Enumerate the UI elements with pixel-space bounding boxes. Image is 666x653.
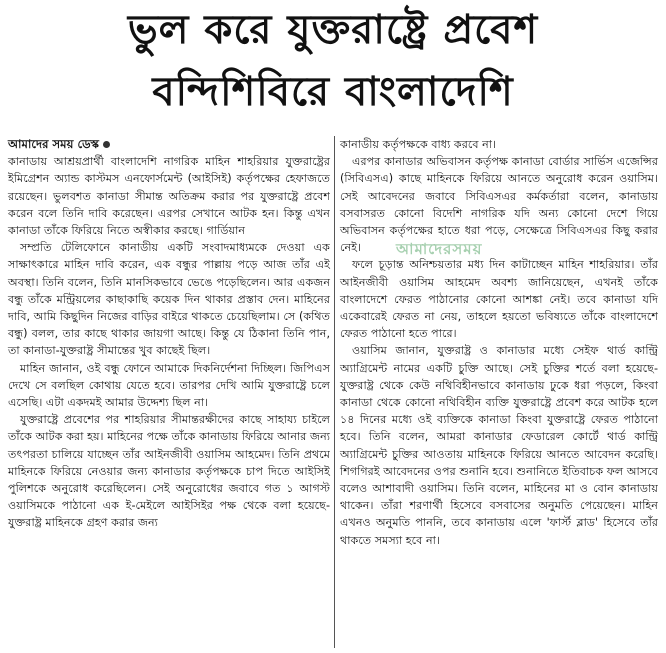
byline (8, 136, 330, 153)
paragraph: ওয়াসিম জানান, যুক্তরাষ্ট্র ও কানাডার মধ্যে সেইফ থার্ড কান্ট্রি অ্যাগ্রিমেন্ট নামের একটি চুক্তি আছে। সেই চুক্তির শর্তে বলা হয়েছে- যুক্তরাষ্ট্র থেকে কেউ নথিবিহীনভাবে কানাডায় ঢুকে ধরা পড়লে, কিংবা কানাডা থেকে কোনো নথিবিহীন ব্যক্তি যুক্তরাষ্ট্রে প্রবেশ করে আটক হলে ১৪ দিনের মধ্যে ওই ব্যক্তিকে কানাডা কিংবা যুক্তরাষ্ট্রে ফেরত পাঠানো হবে। তিনি বলেন, আমরা কানাডার ফেডারেল কোর্টে থার্ড কান্ট্রি অ্যাগ্রিমেন্ট চুক্তির আওতায় মাহিনকে ফিরিয়ে আনতে আবেদন করেছি। শিগগিরই আবেদনের ওপর শুনানি হবে। শুনানিতে ইতিবাচক ফল আসবে বলেও আশাবাদী ওয়াসিম। তিনি বলেন, মাহিনের মা ও বোন কানাডায় থাকেন। তাঁরা শরণার্থী হিসেবে বসবাসের অনুমতি পেয়েছেন। মাহিন এখনও অনুমতি পাননি, তবে কানাডায় এলে 'ফার্স্ট ব্লাড' হিসেবে তাঁর থাকতে সমস্যা হবে না। (340, 344, 658, 547)
paragraph: সম্প্রতি টেলিফোনে কানাডীয় একটি সংবাদমাধ্যমকে দেওয়া এক সাক্ষাৎকারে মাহিন দাবি করেন, এক বন্ধুর পাল্লায় পড়ে আজ তাঁর এই অবস্থা। তিনি বলেন, তিনি মানসিকভাবে ভেঙে পড়েছিলেন। আর একজন বন্ধু তাঁকে মন্ট্রিয়লের কাছাকাছি কয়েক দিন থাকার প্রস্তাব দেন। মাহিনের দাবি, আমি কিছুদিন নিজের বাড়ির বাইরে থাকতে চেয়েছিলাম। সে (কথিত বন্ধু) বলল, তার কাছে থাকার জায়গা আছে। কিন্তু যে ঠিকানা তিনি পান, তা কানাডা-যুক্তরাষ্ট্র সীমান্তের খুব কাছেই ছিল। (8, 241, 330, 358)
bullet-icon (103, 141, 110, 148)
watermark-logo: আমাদেরসময় (396, 240, 483, 258)
headline-line-2: বন্দিশিবিরে বাংলাদেশি (152, 69, 514, 115)
article-column-right (340, 136, 658, 549)
paragraph: এরপর কানাডার অভিবাসন কর্তৃপক্ষ কানাডা বোর্ডার সার্ভিস এজেন্সির (সিবিএসএ) কাছে মাহিনকে ফিরিয়ে আনতে অনুরোধ করেন ওয়াসিম। সেই আবেদনের জবাবে সিবিএসএর কর্মকর্তারা বলেন, কানাডায় বসবাসরত কোনো বিদেশি নাগরিক যদি অন্য কোনো দেশে গিয়ে অভিবাসন কর্তৃপক্ষের হাতে ধরা পড়ে, সেক্ষেত্রে সিবিএসএর কিছু করার নেই। (340, 155, 658, 255)
paragraph: যুক্তরাষ্ট্রে প্রবেশের পর শাহরিয়ার সীমান্তরক্ষীদের কাছে সাহায্য চাইলে তাঁকে আটক করা হয়। মাহিনের পক্ষে তাঁকে কানাডায় ফিরিয়ে আনার জন্য তৎপরতা চালিয়ে যাচ্ছেন তাঁর আইনজীবী ওয়াসিম আহমেদ। তিনি প্রথমে মাহিনকে ফিরিয়ে নেওয়ার জন্য কানাডার কর্তৃপক্ষকে চাপ দিতে আইসিই পুলিশকে অনুরোধ করেছিলেন। সেই অনুরোধের জবাবে গত ১ আগস্ট ওয়াসিমকে পাঠানো এক ই-মেইলে আইসিইর পক্ষ থেকে বলা হয়েছে- যুক্তরাষ্ট্র মাহিনকে গ্রহণ করার জন্য (8, 413, 330, 530)
article-column-left (8, 136, 330, 532)
column-divider (334, 136, 335, 648)
paragraph: মাহিন জানান, ওই বন্ধু ফোনে আমাকে দিকনির্দেশনা দিচ্ছিল। জিপিএস দেখে সে বলছিল কোথায় যেতে হবে। তারপর দেখি আমি যুক্তরাষ্ট্রে চলে এসেছি। এটা একদমই আমার উদ্দেশ্য ছিল না। (8, 361, 330, 410)
paragraph: কানাডীয় কর্তৃপক্ষকে বাধ্য করবে না। (340, 138, 497, 151)
byline-text: আমাদের সময় ডেস্ক (8, 137, 100, 151)
paragraph: ফলে চূড়ান্ত অনিশ্চয়তার মধ্য দিন কাটাচ্ছেন মাহিন শাহরিয়ার। তাঁর আইনজীবী ওয়াসিম আহমেদ অবশ্য জানিয়েছেন, এখনই তাঁকে বাংলাদেশে ফেরত পাঠানোর কোনো আশঙ্কা নেই। তবে কানাডা যদি একেবারেই ফেরত না নেয়, তাহলে হয়তো ভবিষ্যতে তাঁকে বাংলাদেশে ফেরত পাঠানো হতে পারে। (340, 258, 658, 341)
headline-line-1: ভুল করে যুক্তরাষ্ট্রে প্রবেশ (127, 7, 539, 53)
paragraph: কানাডায় আশ্রয়প্রার্থী বাংলাদেশি নাগরিক মাহিন শাহরিয়ার যুক্তরাষ্ট্রের ইমিগ্রেশন অ্যান্ড কাস্টমস এনফোর্সমেন্ট (আইসিই) কর্তৃপক্ষের হেফাজতে রয়েছেন। ভুলবশত কানাডা সীমান্ত অতিক্রম করার পর যুক্তরাষ্ট্রে প্রবেশ করেন বলে তিনি দাবি করেছেন। এরপর সেখানে আটক হন। কিন্তু এখন কানাডা তাঁকে ফিরিয়ে নিতে অস্বীকার করছে। গার্ডিয়ান (8, 155, 330, 238)
